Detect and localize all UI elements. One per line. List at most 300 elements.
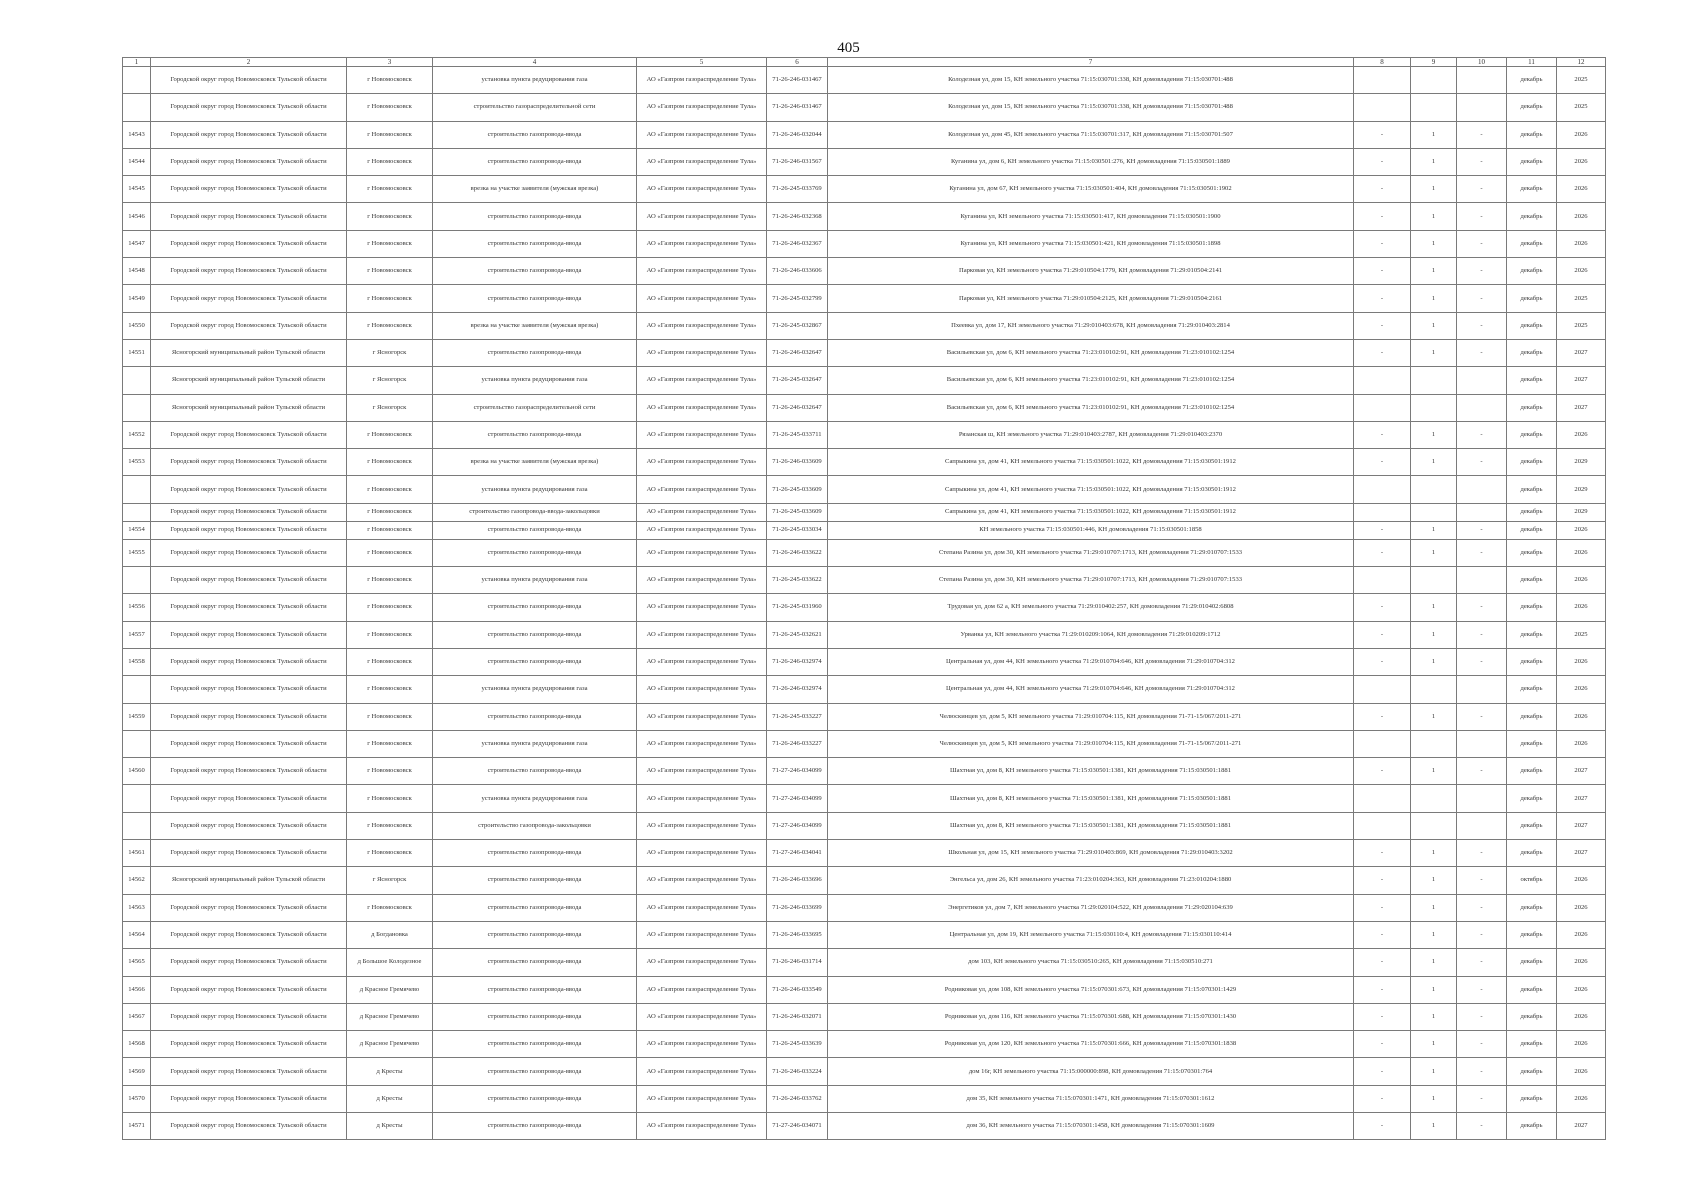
table-row: [123, 449, 1606, 476]
cell-application-id: 71-26-246-033224: [767, 1058, 828, 1085]
table-row: [123, 867, 1606, 894]
cell-work-type: строительство газопровода-ввода: [433, 621, 637, 648]
table-row: [123, 476, 1606, 503]
cell-settlement: г Новомосковск: [347, 894, 433, 921]
cell-year: 2029: [1557, 476, 1606, 503]
cell-col-10: -: [1457, 1085, 1507, 1112]
cell-number: 14547: [123, 230, 151, 257]
cell-municipality: Городской округ город Новомосковск Тульской области: [151, 894, 347, 921]
cell-year: 2027: [1557, 367, 1606, 394]
cell-work-type: строительство газопровода-ввода: [433, 521, 637, 539]
cell-month: декабрь: [1507, 567, 1557, 594]
cell-work-type: врезка на участке заявителя (мужская врезка): [433, 449, 637, 476]
cell-month: декабрь: [1507, 785, 1557, 812]
table-row: [123, 840, 1606, 867]
cell-month: декабрь: [1507, 539, 1557, 566]
table-row: [123, 648, 1606, 675]
cell-address: Степана Разина ул, дом 30, КН земельного участка 71:29:010707:1713, КН домовладения 71:29:010707:1533: [828, 539, 1354, 566]
cell-month: декабрь: [1507, 94, 1557, 121]
cell-application-id: 71-27-246-034041: [767, 840, 828, 867]
cell-number: 14563: [123, 894, 151, 921]
cell-municipality: Городской округ город Новомосковск Тульской области: [151, 503, 347, 521]
cell-address: Степана Разина ул, дом 30, КН земельного участка 71:29:010707:1713, КН домовладения 71:29:010707:1533: [828, 567, 1354, 594]
cell-number: 14556: [123, 594, 151, 621]
cell-address: Колодезная ул, дом 15, КН земельного участка 71:15:030701:338, КН домовладения 71:15:030701:488: [828, 67, 1354, 94]
cell-month: декабрь: [1507, 921, 1557, 948]
cell-year: 2029: [1557, 503, 1606, 521]
cell-work-type: установка пункта редуцирования газа: [433, 785, 637, 812]
cell-year: 2026: [1557, 539, 1606, 566]
cell-number: [123, 394, 151, 421]
table-row: [123, 521, 1606, 539]
cell-municipality: Городской округ город Новомосковск Тульской области: [151, 703, 347, 730]
cell-col-8: -: [1354, 1085, 1411, 1112]
table-row: [123, 258, 1606, 285]
cell-number: 14566: [123, 976, 151, 1003]
cell-address: дом 103, КН земельного участка 71:15:030510:265, КН домовладения 71:15:030510:271: [828, 949, 1354, 976]
table-row: [123, 67, 1606, 94]
cell-settlement: г Новомосковск: [347, 285, 433, 312]
cell-col-8: [1354, 503, 1411, 521]
cell-number: [123, 503, 151, 521]
cell-col-9: [1411, 94, 1457, 121]
cell-number: 14561: [123, 840, 151, 867]
cell-municipality: Городской округ город Новомосковск Тульской области: [151, 730, 347, 757]
cell-organization: АО «Газпром газораспределение Тула»: [637, 921, 767, 948]
cell-municipality: Городской округ город Новомосковск Тульской области: [151, 648, 347, 675]
table-row: [123, 894, 1606, 921]
table-row: [123, 594, 1606, 621]
cell-col-10: -: [1457, 1031, 1507, 1058]
cell-number: [123, 567, 151, 594]
cell-col-9: 1: [1411, 1031, 1457, 1058]
table-row: [123, 176, 1606, 203]
cell-address: Урванка ул, КН земельного участка 71:29:010209:1064, КН домовладения 71:29:010209:1712: [828, 621, 1354, 648]
cell-col-9: 1: [1411, 312, 1457, 339]
cell-municipality: Ясногорский муниципальный район Тульской области: [151, 367, 347, 394]
cell-address: Куганина ул, дом 6, КН земельного участка 71:15:030501:276, КН домовладения 71:15:030501:1889: [828, 148, 1354, 175]
cell-settlement: г Ясногорск: [347, 867, 433, 894]
cell-settlement: д Кресты: [347, 1085, 433, 1112]
cell-address: Сапрыкина ул, дом 41, КН земельного участка 71:15:030501:1022, КН домовладения 71:15:030501:1912: [828, 503, 1354, 521]
cell-number: [123, 730, 151, 757]
cell-municipality: Городской округ город Новомосковск Тульской области: [151, 203, 347, 230]
cell-col-8: -: [1354, 449, 1411, 476]
cell-work-type: строительство газопровода-ввода: [433, 121, 637, 148]
cell-organization: АО «Газпром газораспределение Тула»: [637, 539, 767, 566]
cell-month: декабрь: [1507, 121, 1557, 148]
cell-work-type: строительство газопровода-ввода: [433, 1031, 637, 1058]
cell-address: дом 36, КН земельного участка 71:15:070301:1458, КН домовладения 71:15:070301:1609: [828, 1112, 1354, 1139]
cell-organization: АО «Газпром газораспределение Тула»: [637, 285, 767, 312]
cell-col-8: [1354, 367, 1411, 394]
cell-settlement: г Новомосковск: [347, 230, 433, 257]
cell-month: декабрь: [1507, 203, 1557, 230]
cell-col-10: -: [1457, 621, 1507, 648]
cell-year: 2026: [1557, 121, 1606, 148]
cell-organization: АО «Газпром газораспределение Тула»: [637, 203, 767, 230]
cell-settlement: г Новомосковск: [347, 676, 433, 703]
cell-col-9: 1: [1411, 449, 1457, 476]
cell-col-9: 1: [1411, 148, 1457, 175]
cell-settlement: г Новомосковск: [347, 567, 433, 594]
table-row: [123, 758, 1606, 785]
cell-col-10: -: [1457, 1003, 1507, 1030]
cell-municipality: Городской округ город Новомосковск Тульской области: [151, 1003, 347, 1030]
cell-address: Родниковая ул, дом 108, КН земельного участка 71:15:070301:673, КН домовладения 71:15:070301:1429: [828, 976, 1354, 1003]
cell-organization: АО «Газпром газораспределение Тула»: [637, 121, 767, 148]
cell-address: Энергетиков ул, дом 7, КН земельного участка 71:29:020104:522, КН домовладения 71:29:020104:639: [828, 894, 1354, 921]
cell-year: 2027: [1557, 758, 1606, 785]
cell-year: 2027: [1557, 785, 1606, 812]
cell-address: Шахтная ул, дом 8, КН земельного участка 71:15:030501:1381, КН домовладения 71:15:030501:1881: [828, 785, 1354, 812]
cell-application-id: 71-26-245-033034: [767, 521, 828, 539]
cell-month: декабрь: [1507, 621, 1557, 648]
cell-settlement: г Новомосковск: [347, 812, 433, 839]
cell-year: 2026: [1557, 921, 1606, 948]
cell-year: 2025: [1557, 67, 1606, 94]
cell-number: 14549: [123, 285, 151, 312]
cell-number: 14555: [123, 539, 151, 566]
cell-year: 2025: [1557, 285, 1606, 312]
cell-number: [123, 67, 151, 94]
cell-month: декабрь: [1507, 812, 1557, 839]
cell-work-type: строительство газопровода-ввода: [433, 230, 637, 257]
cell-organization: АО «Газпром газораспределение Тула»: [637, 476, 767, 503]
cell-settlement: г Новомосковск: [347, 730, 433, 757]
data-table: [122, 57, 1606, 1140]
cell-work-type: установка пункта редуцирования газа: [433, 730, 637, 757]
cell-application-id: 71-26-246-031567: [767, 148, 828, 175]
cell-month: декабрь: [1507, 503, 1557, 521]
cell-col-9: [1411, 476, 1457, 503]
cell-address: Шахтная ул, дом 8, КН земельного участка 71:15:030501:1381, КН домовладения 71:15:030501:1881: [828, 812, 1354, 839]
cell-organization: АО «Газпром газораспределение Тула»: [637, 521, 767, 539]
cell-year: 2026: [1557, 976, 1606, 1003]
table-row: [123, 730, 1606, 757]
cell-organization: АО «Газпром газораспределение Тула»: [637, 621, 767, 648]
cell-organization: АО «Газпром газораспределение Тула»: [637, 312, 767, 339]
cell-application-id: 71-26-245-033609: [767, 476, 828, 503]
cell-col-8: -: [1354, 521, 1411, 539]
table-row: [123, 676, 1606, 703]
cell-col-9: [1411, 67, 1457, 94]
cell-organization: АО «Газпром газораспределение Тула»: [637, 367, 767, 394]
column-header-12: 12: [1557, 58, 1606, 67]
cell-address: Центральная ул, дом 44, КН земельного участка 71:29:010704:646, КН домовладения 71:29:010704:312: [828, 648, 1354, 675]
column-header-4: 4: [433, 58, 637, 67]
cell-month: декабрь: [1507, 676, 1557, 703]
cell-work-type: врезка на участке заявителя (мужская врезка): [433, 176, 637, 203]
cell-year: 2026: [1557, 676, 1606, 703]
cell-year: 2026: [1557, 1058, 1606, 1085]
cell-work-type: строительство газораспределительной сети: [433, 394, 637, 421]
cell-col-8: [1354, 94, 1411, 121]
cell-work-type: строительство газопровода-ввода: [433, 539, 637, 566]
cell-settlement: г Новомосковск: [347, 258, 433, 285]
cell-col-10: -: [1457, 1112, 1507, 1139]
cell-col-8: [1354, 812, 1411, 839]
cell-address: Куганина ул, дом 67, КН земельного участка 71:15:030501:404, КН домовладения 71:15:030501:1902: [828, 176, 1354, 203]
cell-municipality: Городской округ город Новомосковск Тульской области: [151, 539, 347, 566]
cell-address: Челюскинцев ул, дом 5, КН земельного участка 71:29:010704:115, КН домовладения 71-71-15/067/2011-271: [828, 730, 1354, 757]
cell-application-id: 71-26-245-031960: [767, 594, 828, 621]
table-row: [123, 421, 1606, 448]
cell-work-type: строительство газопровода-ввода: [433, 867, 637, 894]
cell-work-type: строительство газопровода-ввода: [433, 421, 637, 448]
column-header-8: 8: [1354, 58, 1411, 67]
page-number: 405: [837, 40, 860, 56]
cell-col-8: -: [1354, 258, 1411, 285]
cell-settlement: г Новомосковск: [347, 621, 433, 648]
cell-number: 14548: [123, 258, 151, 285]
table-row: [123, 539, 1606, 566]
cell-settlement: г Новомосковск: [347, 594, 433, 621]
cell-year: 2025: [1557, 312, 1606, 339]
cell-organization: АО «Газпром газораспределение Тула»: [637, 894, 767, 921]
cell-year: 2027: [1557, 394, 1606, 421]
cell-month: декабрь: [1507, 312, 1557, 339]
cell-col-10: [1457, 567, 1507, 594]
cell-settlement: д Большое Колодезное: [347, 949, 433, 976]
cell-address: Центральная ул, дом 19, КН земельного участка 71:15:030110:4, КН домовладения 71:15:030110:414: [828, 921, 1354, 948]
cell-col-9: [1411, 812, 1457, 839]
cell-month: декабрь: [1507, 230, 1557, 257]
cell-col-8: -: [1354, 594, 1411, 621]
cell-col-10: [1457, 785, 1507, 812]
table-row: [123, 94, 1606, 121]
cell-col-10: [1457, 476, 1507, 503]
cell-municipality: Городской округ город Новомосковск Тульской области: [151, 676, 347, 703]
cell-col-9: 1: [1411, 176, 1457, 203]
cell-address: Куганина ул, КН земельного участка 71:15:030501:417, КН домовладения 71:15:030501:1900: [828, 203, 1354, 230]
cell-col-9: 1: [1411, 1058, 1457, 1085]
cell-col-9: 1: [1411, 840, 1457, 867]
cell-application-id: 71-27-246-034099: [767, 785, 828, 812]
table-row: [123, 1031, 1606, 1058]
cell-municipality: Городской округ город Новомосковск Тульской области: [151, 1031, 347, 1058]
cell-month: декабрь: [1507, 730, 1557, 757]
cell-settlement: г Новомосковск: [347, 449, 433, 476]
cell-work-type: строительство газораспределительной сети: [433, 94, 637, 121]
cell-work-type: строительство газопровода-ввода-закольцовки: [433, 503, 637, 521]
cell-application-id: 71-26-246-033622: [767, 539, 828, 566]
cell-number: 14546: [123, 203, 151, 230]
cell-number: 14550: [123, 312, 151, 339]
cell-settlement: д Кресты: [347, 1058, 433, 1085]
cell-number: [123, 785, 151, 812]
cell-municipality: Городской округ город Новомосковск Тульской области: [151, 1058, 347, 1085]
cell-municipality: Городской округ город Новомосковск Тульской области: [151, 94, 347, 121]
cell-application-id: 71-26-245-033227: [767, 703, 828, 730]
cell-col-8: [1354, 785, 1411, 812]
cell-work-type: строительство газопровода-ввода: [433, 285, 637, 312]
cell-year: 2025: [1557, 94, 1606, 121]
cell-organization: АО «Газпром газораспределение Тула»: [637, 785, 767, 812]
cell-number: 14570: [123, 1085, 151, 1112]
table-row: [123, 312, 1606, 339]
cell-organization: АО «Газпром газораспределение Тула»: [637, 1085, 767, 1112]
cell-settlement: г Новомосковск: [347, 148, 433, 175]
cell-settlement: г Новомосковск: [347, 94, 433, 121]
cell-organization: АО «Газпром газораспределение Тула»: [637, 258, 767, 285]
cell-municipality: Городской округ город Новомосковск Тульской области: [151, 758, 347, 785]
cell-month: декабрь: [1507, 339, 1557, 366]
cell-organization: АО «Газпром газораспределение Тула»: [637, 676, 767, 703]
cell-col-8: -: [1354, 203, 1411, 230]
cell-col-9: 1: [1411, 121, 1457, 148]
cell-work-type: строительство газопровода-ввода: [433, 203, 637, 230]
cell-year: 2026: [1557, 730, 1606, 757]
cell-number: 14545: [123, 176, 151, 203]
cell-settlement: г Новомосковск: [347, 121, 433, 148]
table-row: [123, 921, 1606, 948]
cell-year: 2027: [1557, 1112, 1606, 1139]
table-row: [123, 567, 1606, 594]
column-header-3: 3: [347, 58, 433, 67]
cell-col-10: [1457, 503, 1507, 521]
cell-address: Челюскинцев ул, дом 5, КН земельного участка 71:29:010704:115, КН домовладения 71-71-15/067/2011-271: [828, 703, 1354, 730]
cell-col-8: -: [1354, 421, 1411, 448]
cell-work-type: строительство газопровода-ввода: [433, 921, 637, 948]
cell-col-8: [1354, 476, 1411, 503]
cell-address: Энгельса ул, дом 26, КН земельного участка 71:23:010204:363, КН домовладения 71:23:010204:1880: [828, 867, 1354, 894]
cell-year: 2026: [1557, 1031, 1606, 1058]
cell-col-10: -: [1457, 539, 1507, 566]
cell-organization: АО «Газпром газораспределение Тула»: [637, 1112, 767, 1139]
cell-number: 14571: [123, 1112, 151, 1139]
table-row: [123, 812, 1606, 839]
cell-application-id: 71-26-246-033699: [767, 894, 828, 921]
cell-work-type: строительство газопровода-ввода: [433, 1003, 637, 1030]
table-row: [123, 285, 1606, 312]
cell-number: 14552: [123, 421, 151, 448]
cell-col-9: 1: [1411, 339, 1457, 366]
cell-municipality: Городской округ город Новомосковск Тульской области: [151, 476, 347, 503]
cell-month: декабрь: [1507, 648, 1557, 675]
cell-month: декабрь: [1507, 421, 1557, 448]
cell-address: Куганина ул, КН земельного участка 71:15:030501:421, КН домовладения 71:15:030501:1898: [828, 230, 1354, 257]
cell-number: 14558: [123, 648, 151, 675]
cell-settlement: г Новомосковск: [347, 521, 433, 539]
cell-organization: АО «Газпром газораспределение Тула»: [637, 867, 767, 894]
cell-application-id: 71-26-245-032799: [767, 285, 828, 312]
cell-col-10: -: [1457, 312, 1507, 339]
cell-col-10: -: [1457, 203, 1507, 230]
cell-organization: АО «Газпром газораспределение Тула»: [637, 812, 767, 839]
cell-col-10: -: [1457, 449, 1507, 476]
cell-col-9: 1: [1411, 258, 1457, 285]
cell-municipality: Городской округ город Новомосковск Тульской области: [151, 449, 347, 476]
cell-col-10: [1457, 94, 1507, 121]
cell-application-id: 71-26-246-032974: [767, 676, 828, 703]
cell-number: 14543: [123, 121, 151, 148]
cell-col-10: -: [1457, 894, 1507, 921]
cell-application-id: 71-26-246-033762: [767, 1085, 828, 1112]
cell-year: 2026: [1557, 421, 1606, 448]
cell-application-id: 71-26-246-032071: [767, 1003, 828, 1030]
cell-month: декабрь: [1507, 1003, 1557, 1030]
cell-year: 2026: [1557, 867, 1606, 894]
table-row: [123, 621, 1606, 648]
column-header-10: 10: [1457, 58, 1507, 67]
cell-settlement: г Новомосковск: [347, 703, 433, 730]
cell-col-10: -: [1457, 867, 1507, 894]
cell-col-9: 1: [1411, 594, 1457, 621]
cell-col-8: -: [1354, 230, 1411, 257]
cell-col-8: -: [1354, 121, 1411, 148]
cell-organization: АО «Газпром газораспределение Тула»: [637, 176, 767, 203]
cell-application-id: 71-26-245-032647: [767, 367, 828, 394]
cell-col-8: -: [1354, 1003, 1411, 1030]
cell-month: декабрь: [1507, 1085, 1557, 1112]
cell-col-9: [1411, 567, 1457, 594]
cell-settlement: г Новомосковск: [347, 503, 433, 521]
cell-col-9: [1411, 785, 1457, 812]
cell-col-10: -: [1457, 976, 1507, 1003]
cell-address: Васильевская ул, дом 6, КН земельного участка 71:23:010102:91, КН домовладения 71:23:010102:1254: [828, 367, 1354, 394]
cell-number: 14557: [123, 621, 151, 648]
cell-work-type: установка пункта редуцирования газа: [433, 676, 637, 703]
cell-settlement: г Новомосковск: [347, 476, 433, 503]
cell-application-id: 71-26-245-033622: [767, 567, 828, 594]
cell-application-id: 71-26-245-033639: [767, 1031, 828, 1058]
cell-month: декабрь: [1507, 1058, 1557, 1085]
cell-col-8: -: [1354, 949, 1411, 976]
cell-organization: АО «Газпром газораспределение Тула»: [637, 840, 767, 867]
cell-col-10: [1457, 67, 1507, 94]
cell-col-8: -: [1354, 976, 1411, 1003]
cell-col-10: -: [1457, 648, 1507, 675]
cell-work-type: врезка на участке заявителя (мужская врезка): [433, 312, 637, 339]
table-row: [123, 121, 1606, 148]
cell-month: декабрь: [1507, 976, 1557, 1003]
cell-work-type: строительство газопровода-ввода: [433, 949, 637, 976]
cell-col-8: -: [1354, 621, 1411, 648]
cell-col-9: 1: [1411, 976, 1457, 1003]
cell-col-9: 1: [1411, 230, 1457, 257]
cell-work-type: установка пункта редуцирования газа: [433, 67, 637, 94]
cell-organization: АО «Газпром газораспределение Тула»: [637, 1031, 767, 1058]
cell-address: Колодезная ул, дом 15, КН земельного участка 71:15:030701:338, КН домовладения 71:15:030701:488: [828, 94, 1354, 121]
cell-col-10: -: [1457, 949, 1507, 976]
cell-number: 14553: [123, 449, 151, 476]
cell-municipality: Городской округ город Новомосковск Тульской области: [151, 230, 347, 257]
cell-application-id: 71-26-246-032367: [767, 230, 828, 257]
cell-col-9: 1: [1411, 703, 1457, 730]
cell-work-type: строительство газопровода-закольцовки: [433, 812, 637, 839]
cell-municipality: Городской округ город Новомосковск Тульской области: [151, 521, 347, 539]
cell-col-8: -: [1354, 1031, 1411, 1058]
cell-col-9: 1: [1411, 521, 1457, 539]
cell-application-id: 71-26-246-032044: [767, 121, 828, 148]
cell-col-8: -: [1354, 176, 1411, 203]
cell-col-9: 1: [1411, 421, 1457, 448]
cell-col-10: [1457, 367, 1507, 394]
cell-address: Родниковая ул, дом 116, КН земельного участка 71:15:070301:688, КН домовладения 71:15:070301:1430: [828, 1003, 1354, 1030]
cell-address: Парковая ул, КН земельного участка 71:29:010504:1779, КН домовладения 71:29:010504:2141: [828, 258, 1354, 285]
cell-work-type: установка пункта редуцирования газа: [433, 476, 637, 503]
cell-year: 2027: [1557, 339, 1606, 366]
cell-settlement: г Новомосковск: [347, 421, 433, 448]
cell-municipality: Городской округ город Новомосковск Тульской области: [151, 921, 347, 948]
cell-col-10: -: [1457, 594, 1507, 621]
cell-settlement: д Красное Гремячево: [347, 1031, 433, 1058]
cell-address: Шахтная ул, дом 8, КН земельного участка 71:15:030501:1381, КН домовладения 71:15:030501:1881: [828, 758, 1354, 785]
cell-work-type: строительство газопровода-ввода: [433, 1085, 637, 1112]
cell-number: 14559: [123, 703, 151, 730]
table-row: [123, 1003, 1606, 1030]
